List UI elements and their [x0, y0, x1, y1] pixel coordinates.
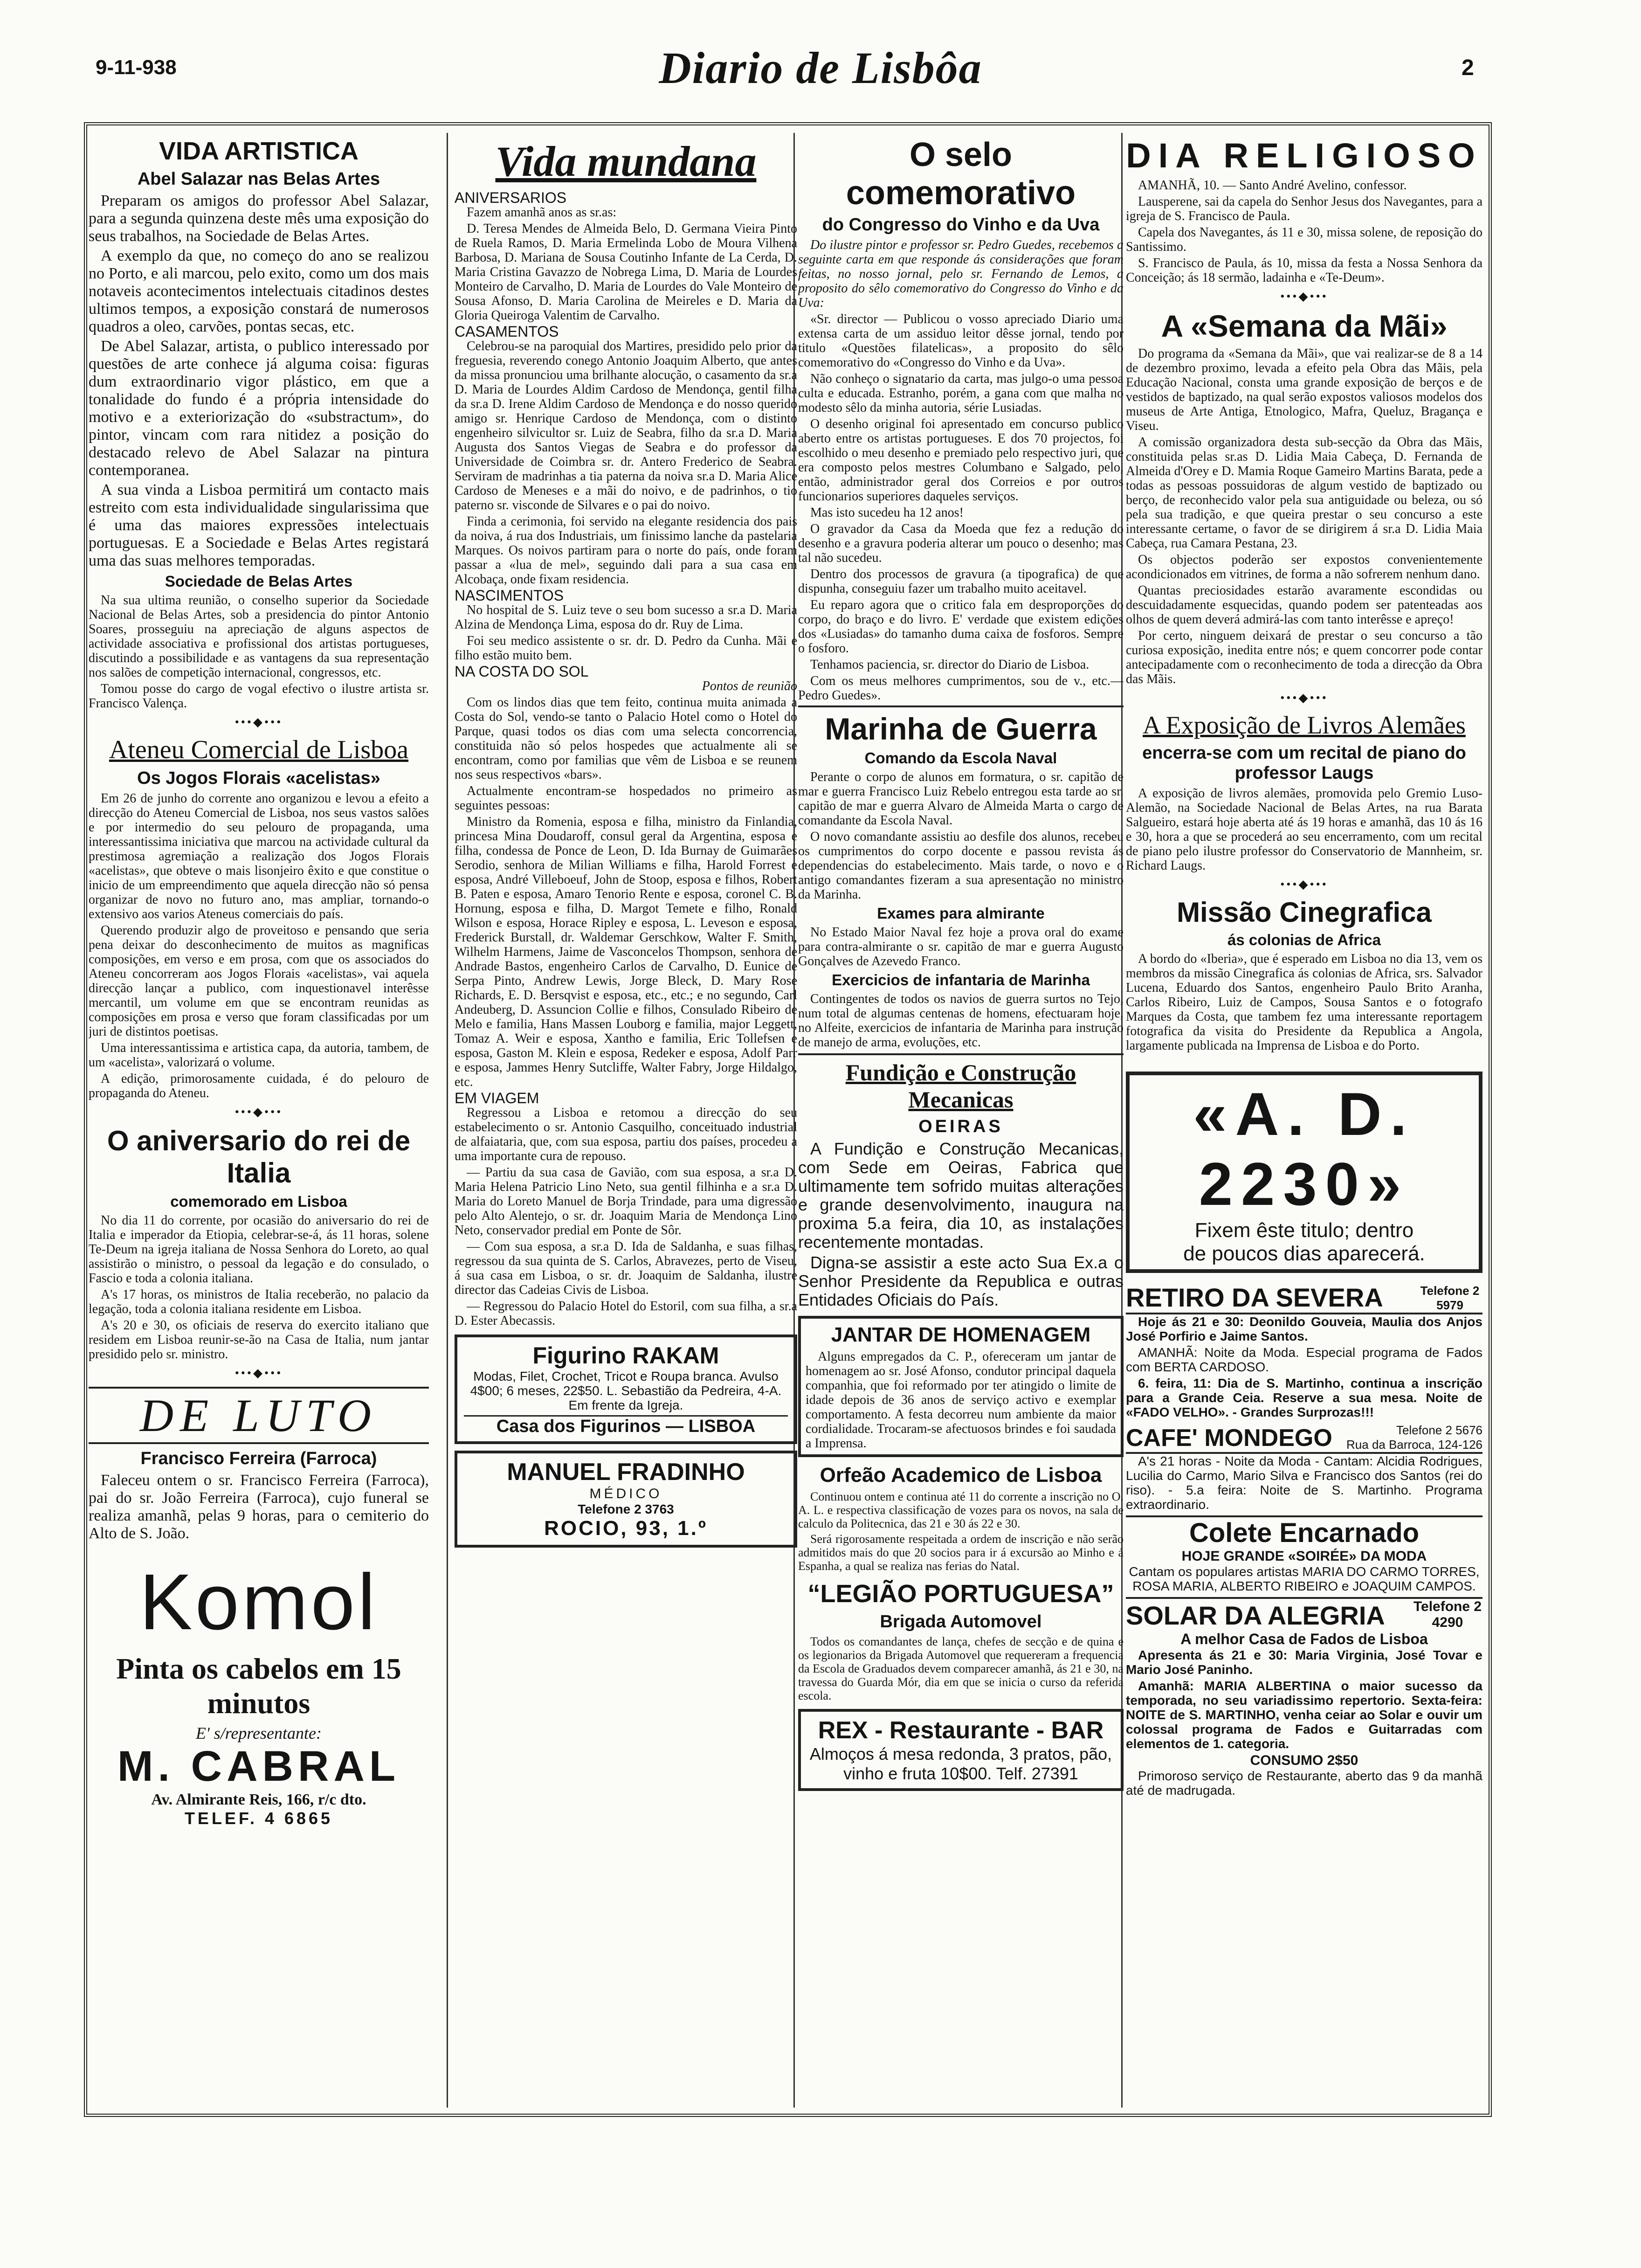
colete-subtitle: HOJE GRANDE «SOIRÉE» DA MODA: [1181, 1549, 1427, 1564]
komol-rep-label: E' s/representante:: [196, 1724, 322, 1742]
solar-phone: Telefone 2 4290: [1413, 1599, 1482, 1630]
article-paragraph: Continuou ontem e continua até 11 do corrente a inscrição no O. A. L. e respectiva classificação de vozes para os novos, na sala de calculo da Politecnica, das 21 e 30 ás 22 e 30.: [798, 1490, 1124, 1530]
advert-line: Cantam os populares artistas MARIA DO CARMO TORRES, ROSA MARIA, ALBERTO RIBEIRO e JOAQUIM CAMPOS.: [1129, 1564, 1480, 1593]
article-paragraph: Contingentes de todos os navios de guerra surtos no Tejo, num total de algumas centenas de homens, efectuaram hoje, no Alfeite, exercicios de infantaria de Marinha para instrução de manejo de arma, evoluções, etc.: [798, 992, 1124, 1050]
subsection-head: NA COSTA DO SOL: [455, 663, 589, 680]
article-title: JANTAR DE HOMENAGEM: [831, 1323, 1091, 1346]
article-paragraph: AMANHÃ, 10. — Santo André Avelino, confessor.: [1138, 178, 1407, 193]
article-paragraph: Com os lindos dias que tem feito, continua muita animada a Costa do Sol, vendo-se tanto o Palacio Hotel como o Hotel do Parque, quasi todos os dias com uma selecta concorrencia, constituida não só pelos hospedes que actualmente ali se encontram, como por familias que vêm de Lisboa e se reunem nos seus respectivos «bars».: [455, 695, 797, 782]
section-title: Vida mundana: [495, 138, 757, 185]
advert-line: Hoje ás 21 e 30: Deonildo Gouveia, Maulia dos Anjos José Porfirio e Jaime Santos.: [1126, 1314, 1482, 1343]
article-paragraph: A exposição de livros alemães, promovida pelo Gremio Luso-Alemão, na Sociedade Nacional de Belas Artes, na rua Barata Salgueiro, estará hoje aberta até ás 19 horas e amanhã, das 10 ás 16 e 30, hora a que se procederá ao seu encerramento, com um recital de piano pelo ilustre professor do Conservatorio de Mannheim, sr. Richard Laugs.: [1126, 786, 1482, 873]
separator: •••◆•••: [1280, 691, 1328, 705]
article-paragraph: Eu reparo agora que o critico fala em desproporções do corpo, do braço e do livro. E' verdade que existem edições dos «Lusiadas» do tamanho duma caixa de fosforos. Sempre o fosforo.: [798, 598, 1124, 656]
article-paragraph: Celebrou-se na paroquial dos Martires, presidido pelo prior da freguesia, reverendo conego Antonio Joaquim Alberto, que antes da missa pronunciou uma brilhante alocução, o casamento da sr.a D. Maria de Lourdes Aldim Cardoso de Mendonça, gentil filha da sr.a D. Irene Aldim Cardoso de Mendonça e do nosso querido amigo sr. Henrique Cardoso de Mendonça, com o distinto engenheiro silvicultor sr. Luiz de Seabra, filho da sr.a D. Maria Augusta dos Santos Viegas de Seabra e do professor da Universidade de Coimbra sr. dr. Antero Frederico de Seabra. Serviram de madrinhas a tia paterna da noiva sr.a D. Maria Alice Cardoso de Meneses e a mãi do noivo, e de padrinhos, o tio paterno sr. visconde de Silvares e o pai do noivo.: [455, 339, 797, 512]
article-title: O aniversario do rei de Italia: [107, 1125, 411, 1189]
article-paragraph: Dentro dos processos de gravura (a tipografica) de que dispunha, conseguiu fazer um trabalho muito aceitavel.: [798, 567, 1124, 596]
medico-role: MÉDICO: [589, 1486, 662, 1501]
article-paragraph: — Com sua esposa, a sr.a D. Ida de Saldanha, e suas filhas, regressou da sua quinta de S. Carlos, Abravezes, perto de Viseu, á sua casa em Lisboa, o sr. dr. Joaquim de Saldanha, ilustre director das Cadeias Civis de Lisboa.: [455, 1239, 797, 1297]
article-paragraph: D. Teresa Mendes de Almeida Belo, D. Germana Vieira Pinto de Ruela Ramos, D. Maria Ermelinda Lobo de Moura Vilhena Barbosa, D. Mariana de Sousa Coutinho Infante de La Cerda, D. Maria Cristina Gavazzo de Nobrega Lima, D. Maria de Lourdes Monteiro de Carvalho, D. Maria de Lourdes do Vale Monteiro de Sousa Afonso, D. Maria Carolina de Meireles e D. Maria da Gloria Queiroga Valentim de Carvalho.: [455, 221, 797, 323]
article-subtitle: Os Jogos Florais «acelistas»: [137, 768, 380, 788]
article-paragraph: Não conheço o signatario da carta, mas julgo-o uma pessoa culta e educada. Estranho, porém, a gana com que malha no modesto sêlo da minha autoria, série Lusiadas.: [798, 372, 1124, 415]
article-paragraph: Ministro da Romenia, esposa e filha, ministro da Finlandia, princesa Mina Doudaroff, consul geral da Argentina, esposa e filha, condessa de Ponce de Leon, D. Ida Burnay de Guimarães Serodio, senhora de Milian Williams e filha, Harold Forrest e esposa, André Villeboeuf, John de Stoop, esposa e filhos, Robert B. Paten e esposa, Amaro Tenorio Rente e esposa, coronel C. B. Hornung, esposa e filha, D. Margot Temete e filho, Ronald Wilson e esposa, Horace Ripley e esposa, L. Leveson e esposa, Frederick Burstall, dr. Waldemar Gerschkow, Walter F. Smith, Wilhelm Harmens, Jaime de Vasconcelos Thompson, senhora de Andrade Bastos, engenheiro Carlos de Carvalho, D. Eunice de Serpa Pinto, Andrew Lewis, Jorge Bleck, D. Mary Rose Richards, E. D. Bersqvist e esposa, etc., etc.; e no segundo, Carl Andeuberg, D. Assuncion Collie e filhos, Consulado Ribeiro de Melo e familia, Hans Massen Louborg e familia, major Leggett, Tomaz A. Weir e esposa, Xantho e familia, Eric Tollefsen e esposa, Gaston M. Klein e esposa, Redeker e esposa, Adolf Parr e esposa, Jammes Henry Sutcliffe, Walter Fabry, Jorge Hildalgo, etc.: [455, 815, 797, 1089]
article-paragraph: — Regressou do Palacio Hotel do Estoril, com sua filha, a sr.a D. Ester Abecassis.: [455, 1299, 797, 1328]
mondego-address: Rua da Barroca, 124-126: [1346, 1438, 1482, 1452]
ad-2230-title: «A. D. 2230»: [1193, 1080, 1415, 1218]
komol-advert: [89, 1556, 429, 1828]
article-paragraph: Foi seu medico assistente o sr. dr. D. Pedro da Cunha. Mãi e filho estão muito bem.: [455, 634, 797, 663]
advert-line: Apresenta ás 21 e 30: Maria Virginia, José Tovar e Mario José Paninho.: [1126, 1648, 1482, 1677]
article-paragraph: Actualmente encontram-se hospedados no primeiro as seguintes pessoas:: [455, 784, 797, 813]
article-paragraph: Regressou a Lisboa e retomou a direcção do seu estabelecimento o sr. Antonio Casquilho, conceituado industrial de alfaiataria, que, com sua esposa, partiu dos países, procedeu a uma importante cura de repouso.: [455, 1106, 797, 1163]
article-paragraph: A exemplo da que, no começo do ano se realizou no Porto, e ali marcou, pelo exito, como um dos mais notaveis acontecimentos intelectuais citadinos destes ultimos tempos, a exposição constará de numerosos quadros a oleo, carvões, pontas secas, etc.: [89, 247, 429, 335]
article-subtitle: Exercicios de infantaria de Marinha: [832, 971, 1090, 989]
issue-date: 9-11-938: [96, 56, 177, 79]
medico-advert: [455, 1451, 797, 1548]
article-subtitle: OEIRAS: [918, 1117, 1003, 1136]
separator: •••◆•••: [234, 1366, 283, 1380]
article-paragraph: Todos os comandantes de lança, chefes de secção e de quina e os legionarios da Brigada Automovel que requereram a frequencia da Escola de Graduados devem comparecer amanhã, ás 21 e 30, na travessa do Guarda Mór, dia em que se inicia o curso da referida escola.: [798, 1635, 1124, 1702]
solar-title: SOLAR DA ALEGRIA: [1126, 1601, 1385, 1630]
rex-advert: [798, 1709, 1124, 1791]
subsection-head: CASAMENTOS: [455, 323, 559, 340]
rex-title: REX - Restaurante - BAR: [818, 1717, 1104, 1744]
article-subtitle: do Congresso do Vinho e da Uva: [822, 215, 1100, 235]
komol-brand: Komol: [139, 1558, 378, 1646]
article-subtitle: comemorado em Lisboa: [170, 1193, 347, 1210]
ad-2230-text: Fixem êste titulo; dentro: [1194, 1219, 1414, 1242]
article-title: Fundição e Construção Mecanicas: [798, 1053, 1124, 1113]
article-subtitle: Exames para almirante: [877, 905, 1045, 922]
article-paragraph: O gravador da Casa da Moeda que fez a redução do desenho e a gravura poderia alterar um pouco o desenho; mas tal não sucedeu.: [798, 522, 1124, 565]
article-paragraph: — Partiu da sua casa de Gavião, com sua esposa, a sr.a D. Maria Helena Patricio Lino Neto, sua gentil filhinha e a sr.a D. Maria do Loreto Manuel de Borja Trindade, para uma digressão pelo Alto Alentejo, o sr. dr. Joaquim Maria de Mendonça Lino Neto, conservador predial em Ponte de Sôr.: [455, 1165, 797, 1238]
solar-advert: [1126, 1597, 1482, 1798]
article-paragraph: No Estado Maior Naval fez hoje a prova oral do exame para contra-almirante o sr. capitão de mar e guerra Augusto Gonçalves de Azevedo Franco.: [798, 925, 1124, 968]
article-paragraph: Por certo, ninguem deixará de prestar o seu concurso a tão curiosa exposição, inedita entre nós; e quem concorrer pode contar antecipadamente com o reconhecimento de toda a direcção da Obra das Mãis.: [1126, 629, 1482, 686]
jantar-box: [798, 1316, 1124, 1457]
ad-2230-box: [1126, 1072, 1482, 1273]
article-paragraph: Do programa da «Semana da Mãi», que vai realizar-se de 8 a 14 de dezembro proximo, levada a efeito pela Obra das Mãis, pela Educação Nacional, consta uma grande exposição de berços e de vestidos de baptizado, na qual serão expostos valiosos modelos dos museus de Arte Antiga, Etnologico, Mafra, Queluz, Bragança e Viseu.: [1126, 346, 1482, 433]
medico-phone: Telefone 2 3763: [578, 1502, 674, 1516]
article-paragraph: Lausperene, sai da capela do Senhor Jesus dos Navegantes, para a igreja de S. Francisco de Paula.: [1126, 194, 1482, 223]
article-paragraph: O novo comandante assistiu ao desfile dos alunos, recebeu os cumprimentos do corpo docente e passou revista ás dependencias do estabelecimento. Mais tarde, o novo e o antigo comandantes fizeram a sua apresentação no ministro da Marinha.: [798, 830, 1124, 902]
article-subtitle: ás colonias de Africa: [1227, 931, 1381, 948]
column-rule: [447, 133, 448, 2108]
subsection-head: ANIVERSARIOS: [455, 189, 567, 206]
mondego-phone: Telefone 2 5676: [1396, 1423, 1482, 1437]
medico-address: ROCIO, 93, 1.º: [544, 1517, 708, 1540]
solar-subtitle: A melhor Casa de Fados de Lisboa: [1180, 1631, 1428, 1647]
article-title: Ateneu Comercial de Lisboa: [109, 735, 409, 764]
article-paragraph: De Abel Salazar, artista, o publico interessado por questões de arte conhece já alguma coisa: figuras dum extraordinario vigor plástico, em que a tonalidade do fundo é a própria intensidade do motivo e a exteriorização do «substractum», do pintor, vincam com rara nitidez a posição do destacado relevo de Abel Salazar na pintura contemporanea.: [89, 338, 429, 479]
article-paragraph: Uma interessantissima e artistica capa, da autoria, tambem, de um «acelista», valorizará o volume.: [89, 1041, 429, 1070]
medico-name: MANUEL FRADINHO: [507, 1459, 745, 1486]
rakam-text: Modas, Filet, Crochet, Tricot e Roupa branca. Avulso 4$00; 6 meses, 22$50. L. Sebastião da Pedreira, 4-A. Em frente da Igreja.: [470, 1369, 782, 1412]
article-paragraph: Fazem amanhã anos as sr.as:: [467, 205, 617, 220]
article-paragraph: No hospital de S. Luiz teve o seu bom sucesso a sr.a D. Maria Alzina de Mendonça Lima, esposa do dr. Ruy de Lima.: [455, 603, 797, 632]
page-number: 2: [1462, 55, 1474, 80]
newspaper-title: Diario de Lisbôa: [659, 43, 982, 93]
subsection-note: Pontos de reunião: [702, 679, 797, 693]
column-3: [798, 133, 1124, 2108]
article-paragraph: S. Francisco de Paula, ás 10, missa da festa a Nossa Senhora da Conceição; ás 18 sermão, ladainha e «Te-Deum».: [1126, 256, 1482, 285]
article-title: Marinha de Guerra: [798, 705, 1124, 747]
advert-line: A's 21 horas - Noite da Moda - Cantam: Alcidia Rodrigues, Lucilia do Carmo, Mario Silva e Francisco dos Santos (rei do riso). - 5.a feira: Noite de S. Martinho. Programa extraordinario.: [1126, 1454, 1482, 1512]
article-title: DIA RELIGIOSO: [1126, 136, 1482, 175]
article-paragraph: A bordo do «Iberia», que é esperado em Lisboa no dia 13, vem os membros da missão Cinegrafica ás colonias de Africa, srs. Salvador Lucena, Eduardo dos Santos, engenheiro Paulo Brito Aranha, Carlos Ribeiro, Luiz de Campos, Sousa Santos e o fotografo Marques da Costa, que tambem fez uma interessante reportagem fotografica da visita do Presidente da Republica a Angola, largamente publicada na Imprensa de Lisboa e do Porto.: [1126, 952, 1482, 1053]
article-paragraph: A's 20 e 30, os oficiais de reserva do exercito italiano que residem em Lisboa reunir-se-ão na Casa de Italia, num jantar presidido pelo sr. ministro.: [89, 1318, 429, 1362]
column-2: [455, 133, 797, 2108]
komol-slogan: Pinta os cabelos em 15 minutos: [116, 1652, 401, 1720]
article-subtitle: Sociedade de Belas Artes: [165, 573, 353, 590]
article-paragraph: Alguns empregados da C. P., ofereceram um jantar de homenagem ao sr. José Afonso, condutor principal daquela companhia, que foi reformado por ter atingido o limite de idade depois de 36 anos de serviço activo e exemplar comportamento. A festa decorreu num ambiente da maior cordialidade. Trocaram-se afectuosos brindes e foi saudada a Imprensa.: [806, 1349, 1116, 1451]
solar-consumo: CONSUMO 2$50: [1250, 1753, 1358, 1768]
article-subtitle: encerra-se com um recital de piano do professor Laugs: [1142, 743, 1466, 783]
article-title: O selo comemorativo: [846, 136, 1076, 212]
column-4: [1126, 133, 1482, 2108]
article-paragraph: Os objectos poderão ser expostos convenientemente acondicionados em vitrines, de forma a não sofrerem nenhum dano.: [1126, 553, 1482, 581]
severa-advert: [1126, 1282, 1482, 1419]
article-subtitle: Francisco Ferreira (Farroca): [140, 1449, 377, 1468]
article-title: A Exposição de Livros Alemães: [1143, 711, 1466, 739]
article-subtitle: Abel Salazar nas Belas Artes: [137, 169, 380, 189]
article-paragraph: Tomou posse do cargo de vogal efectivo o ilustre artista sr. Francisco Valença.: [89, 682, 429, 711]
article-paragraph: A Fundição e Construção Mecanicas, com Sede em Oeiras, Fabrica que ultimamente tem sofrido muitas alterações e grande desenvolvimento, inaugura na proxima 5.a feira, dia 10, as instalações recentemente montadas.: [798, 1139, 1124, 1252]
article-paragraph: O desenho original foi apresentado em concurso publico aberto entre os artistas portugueses. E dos 70 projectos, foi escolhido o meu desenho e premiado pelo respectivo juri, que era composto pelos mestres Columbano e Salgado, pelo, então, administrador geral dos Correios e por outros funcionarios superiores daqueles serviços.: [798, 417, 1124, 504]
separator: •••◆•••: [1280, 878, 1328, 891]
komol-address: Av. Almirante Reis, 166, r/c dto.: [151, 1791, 366, 1808]
subsection-head: EM VIAGEM: [455, 1090, 539, 1106]
separator: •••◆•••: [234, 1105, 283, 1119]
article-title: Missão Cinegrafica: [1177, 897, 1432, 928]
article-title: A «Semana da Mãi»: [1161, 309, 1448, 343]
mondego-advert: [1126, 1423, 1482, 1512]
article-paragraph: Perante o corpo de alunos em formatura, o sr. capitão de mar e guerra Francisco Luiz Rebelo entregou esta tarde ao sr. capitão de mar e guerra Alvaro de Almeida Marta o cargo de comandante da Escola Naval.: [798, 770, 1124, 828]
rakam-footer: Casa dos Figurinos — LISBOA: [464, 1415, 788, 1437]
column-1: [89, 133, 429, 2108]
article-paragraph: Mas isto sucedeu ha 12 anos!: [810, 505, 964, 520]
article-paragraph: Preparam os amigos do professor Abel Salazar, para a segunda quinzena deste mês uma exposição do seus trabalhos, na Sociedade de Belas Artes.: [89, 192, 429, 245]
rakam-advert: [455, 1335, 797, 1444]
article-paragraph: «Sr. director — Publicou o vosso apreciado Diario uma extensa carta de um assiduo leitor dêsse jornal, tendo por titulo «Questões filatelicas», a proposito do sêlo comemorativo do «Congresso do Vinho e da Uva».: [798, 312, 1124, 370]
advert-line: Primoroso serviço de Restaurante, aberto das 9 da manhã até de madrugada.: [1126, 1769, 1482, 1798]
severa-phone: Telefone 2 5979: [1420, 1284, 1480, 1312]
article-title: Orfeão Academico de Lisboa: [820, 1464, 1102, 1487]
article-paragraph: Finda a cerimonia, foi servido na elegante residencia dos pais da noiva, á rua dos Industriais, um finissimo lanche da pastelaria Marques. Os noivos partiram para o norte do país, onde foram passar a «lua de mel», seguindo dali para a sua casa em Alcobaça, onde fixam residencia.: [455, 514, 797, 587]
article-paragraph: A's 17 horas, os ministros de Italia receberão, no palacio da legação, toda a colonia italiana residente em Lisboa.: [89, 1287, 429, 1316]
article-paragraph: Querendo produzir algo de proveitoso e pensando que seria pena deixar do desconhecimento de muitos as magnificas composições, em verso e em prosa, com que os associados do Ateneu concorreram aos Jogos Florais «acelistas», vai aquela direcção lançar a publico, com inquestionavel interêsse mercantil, um volume em que se encontram reunidas as composições em prosa e verso que foram classificadas por um juri de distintos poetisas.: [89, 923, 429, 1039]
article-title: VIDA ARTISTICA: [159, 137, 359, 165]
advert-line: 6. feira, 11: Dia de S. Martinho, continua a inscrição para a Grande Ceia. Reserve a sua mesa. Noite de «FADO VELHO». - Grandes Surprozas!!!: [1126, 1376, 1482, 1419]
article-paragraph: Em 26 de junho do corrente ano organizou e levou a efeito a direcção do Ateneu Comercial de Lisboa, nos seus vastos salões e por intermedio do seu pelouro de propaganda, uma interessantissima iniciativa que marcou na actividade cultural da prestimosa agremiação a realização dos Jogos Florais «acelistas», que obteve o mais lisonjeiro êxito e que constitue o inicio de um empreendimento que aquela direcção não só pensa organizar de novo no futuro ano, mas ampliar, tornando-o extensivo aos varios Ateneus comerciais do país.: [89, 791, 429, 921]
article-paragraph: Será rigorosamente respeitada a ordem de inscrição e não serão admitidos mais do que 20 socios para ir á excursão ao Minho e á Espanha, a qual se realiza nas ferias do Natal.: [798, 1532, 1124, 1573]
article-title: “LEGIÃO PORTUGUESA”: [807, 1580, 1114, 1608]
subsection-head: NASCIMENTOS: [455, 587, 564, 604]
mondego-title: CAFE' MONDEGO: [1126, 1424, 1332, 1452]
article-paragraph: Tenhamos paciencia, sr. director do Diario de Lisboa.: [810, 657, 1089, 672]
article-paragraph: Quantas preciosidades estarão avaramente escondidas ou descuidadamente esquecidas, quando podem ser patenteadas aos olhos de quem deverá admirá-las com tanto interêsse e apreço!: [1126, 583, 1482, 627]
rakam-title: Figurino RAKAM: [532, 1342, 719, 1369]
article-paragraph: A comissão organizadora desta sub-secção da Obra das Mãis, constituida pelas sr.as D. Lidia Maia Cabeça, D. Fernanda de Almeida d'Orey e D. Mamia Roque Gameiro Martins Barata, pede a todas as pessoas possuidoras de algum vestido de baptizado ou berço, de reconhecido valor pela sua antiguidade ou beleza, ou só pela sua tradição, e que queira prestar o seu concurso a este interessante certame, o favor de se dirigirem á sr.a D. Lidia Maia Cabeça, rua Camara Pestana, 23.: [1126, 435, 1482, 551]
article-paragraph: No dia 11 do corrente, por ocasião do aniversario do rei de Italia e imperador da Etiopia, celebrar-se-á, ás 11 horas, solene Te-Deum na igreja italiana de Nossa Senhora do Loreto, ao qual assistirão o ministro, o pessoal da legação e do consulado, o Fascio e toda a colonia italiana.: [89, 1213, 429, 1286]
separator: •••◆•••: [1280, 290, 1328, 303]
komol-rep-name: M. CABRAL: [117, 1742, 400, 1790]
separator: •••◆•••: [234, 715, 283, 729]
article-subtitle: Comando da Escola Naval: [864, 749, 1057, 767]
colete-advert: [1126, 1515, 1482, 1593]
ad-2230-text: de poucos dias aparecerá.: [1183, 1242, 1425, 1265]
article-paragraph: Com os meus melhores cumprimentos, sou de v., etc.—Pedro Guedes».: [798, 674, 1124, 703]
article-intro: Do ilustre pintor e professor sr. Pedro Guedes, recebemos a seguinte carta em que responde ás considerações que foram feitas, no nosso jornal, pelo sr. Fernando de Lemos, a proposito do sêlo comemorativo do Congresso do Vinho e da Uva:: [798, 238, 1124, 310]
article-paragraph: Digna-se assistir a este acto Sua Ex.a o Senhor Presidente da Republica e outras Entidades Oficiais do País.: [798, 1253, 1124, 1309]
article-paragraph: Capela dos Navegantes, ás 11 e 30, missa solene, de reposição do Santissimo.: [1126, 225, 1482, 254]
article-subtitle: Brigada Automovel: [880, 1612, 1042, 1632]
colete-title: Colete Encarnado: [1126, 1515, 1482, 1549]
severa-title: RETIRO DA SEVERA: [1126, 1283, 1383, 1312]
mourning-title: DE LUTO: [89, 1387, 429, 1444]
komol-phone: TELEF. 4 6865: [184, 1809, 333, 1828]
rex-text: Almoços á mesa redonda, 3 pratos, pão, vinho e fruta 10$00. Telf. 27391: [809, 1744, 1112, 1783]
article-paragraph: Faleceu ontem o sr. Francisco Ferreira (Farroca), pai do sr. João Ferreira (Farroca), cujo funeral se realiza amanhã, pelas 9 horas, para o cemiterio do Alto de S. João.: [89, 1472, 429, 1542]
advert-line: AMANHÃ: Noite da Moda. Especial programa de Fados com BERTA CARDOSO.: [1126, 1345, 1482, 1374]
article-paragraph: A sua vinda a Lisboa permitirá um contacto mais estreito com esta individualidade singularissima que é uma das maiores expressões intelectuais portuguesas. E a Sociedade e Belas Artes registará uma das suas melhores temporadas.: [89, 481, 429, 569]
advert-line: Amanhã: MARIA ALBERTINA o maior sucesso da temporada, no seu variadissimo repertorio. Sexta-feira: NOITE de S. MARTINHO, venha ceiar ao Solar e ouvir um colossal programa de Fados e Guitarradas com elementos de 1. categoria.: [1126, 1679, 1482, 1751]
masthead: [0, 0, 1641, 117]
article-paragraph: A edição, primorosamente cuidada, é do pelouro de propaganda do Ateneu.: [89, 1072, 429, 1100]
article-paragraph: Na sua ultima reunião, o conselho superior da Sociedade Nacional de Belas Artes, sob a presidencia do pintor Antonio Soares, prosseguiu na apreciação de alguns aspectos de actividade associativa e profissional dos artistas portugueses, discutindo a possibilidade e as vantagens da sua representação nos salões de competição internacional, congressos, etc.: [89, 593, 429, 680]
